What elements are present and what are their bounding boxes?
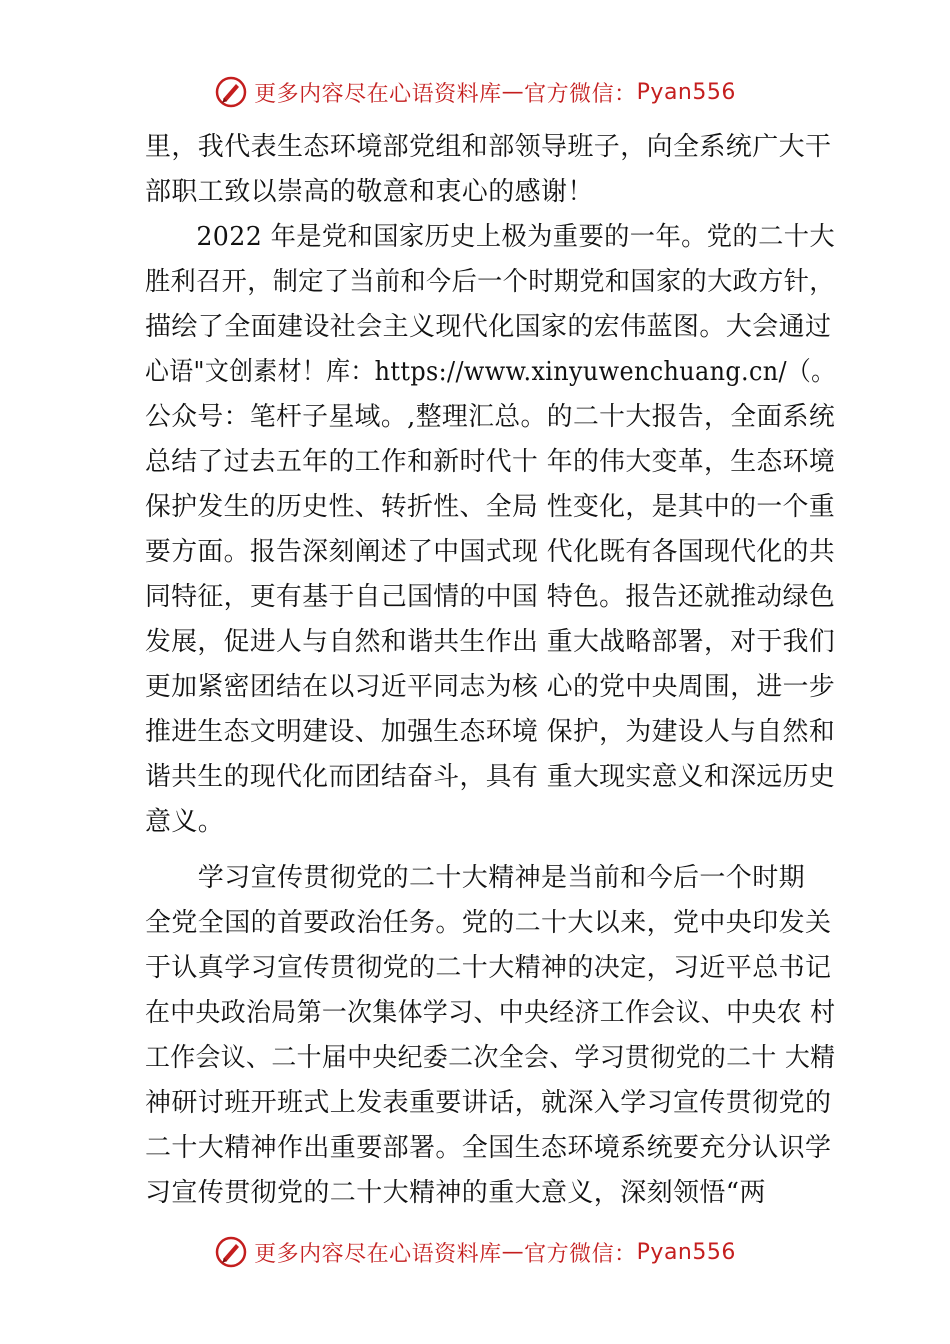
pen-logo-icon — [214, 75, 248, 109]
text-line: 部职工致以崇高的敬意和衷心的感谢！ — [145, 177, 594, 207]
text-line: 总结了过去五年的工作和新时代十 年的伟大变革，生态环境 — [145, 447, 836, 477]
header-watermark — [0, 72, 950, 112]
text-line: 推进生态文明建设、加强生态环境 保护，为建设人与自然和 — [145, 717, 836, 747]
watermark-site-text: 更多内容尽在心语资料库 — [254, 81, 502, 107]
watermark-separator: — — [501, 79, 525, 105]
text-line: 习宣传贯彻党的二十大精神的重大意义，深刻领悟“两 — [145, 1178, 766, 1208]
text-line: 里，我代表生态环境部党组和部领导班子，向全系统广大干 — [145, 132, 832, 162]
text-line: 胜利召开，制定了当前和今后一个时期党和国家的大政方针， — [145, 267, 835, 297]
text-line: 同特征，更有基于自己国情的中国 特色。报告还就推动绿色 — [145, 582, 836, 612]
text-line: 全党全国的首要政治任务。党的二十大以来，党中央印发关 — [145, 908, 832, 938]
text-line: 心语"文创素材！库：https://www.xinyuwenchuang.cn/（。 — [145, 357, 836, 387]
text-line: 意义。 — [145, 807, 225, 837]
text-line: 学习宣传贯彻党的二十大精神是当前和今后一个时期 — [145, 863, 806, 893]
watermark-wechat-label: 官方微信： — [524, 81, 637, 107]
text-line: 谐共生的现代化而团结奋斗，具有 重大现实意义和深远历史 — [145, 762, 836, 792]
document-body — [145, 125, 835, 1216]
text-line: 于认真学习宣传贯彻党的二十大精神的决定，习近平总书记 — [145, 953, 832, 983]
watermark-wechat-id: Pyan556 — [636, 1239, 736, 1265]
text-line: 发展，促进人与自然和谐共生作出 重大战略部署，对于我们 — [145, 627, 836, 657]
text-line: 2022 年是党和国家历史上极为重要的一年。党的二十大 — [145, 222, 836, 252]
text-line: 描绘了全面建设社会主义现代化国家的宏伟蓝图。大会通过 — [145, 312, 832, 342]
text-line: 二十大精神作出重要部署。全国生态环境系统要充分认识学 — [145, 1133, 832, 1163]
text-line: 公众号：笔杆子星域。,整理汇总。的二十大报告，全面系统 — [145, 402, 836, 432]
text-line: 要方面。报告深刻阐述了中国式现 代化既有各国现代化的共 — [145, 537, 836, 567]
text-line: 工作会议、二十届中央纪委二次全会、学习贯彻党的二十 大精 — [145, 1043, 836, 1073]
text-line: 神研讨班开班式上发表重要讲话，就深入学习宣传贯彻党的 — [145, 1088, 832, 1118]
paragraph-3 — [145, 856, 835, 1216]
paragraph-2 — [145, 215, 835, 845]
watermark-site-text: 更多内容尽在心语资料库 — [254, 1241, 502, 1267]
watermark-separator: — — [501, 1239, 525, 1265]
footer-watermark — [0, 1232, 950, 1272]
paragraph-1 — [145, 125, 835, 215]
watermark-wechat-label: 官方微信： — [524, 1241, 637, 1267]
text-line: 保护发生的历史性、转折性、全局 性变化，是其中的一个重 — [145, 492, 836, 522]
text-line: 在中央政治局第一次集体学习、中央经济工作会议、中央农 村 — [145, 998, 836, 1028]
text-line: 更加紧密团结在以习近平同志为核 心的党中央周围，进一步 — [145, 672, 836, 702]
pen-logo-icon — [214, 1235, 248, 1269]
paragraph-gap — [145, 845, 835, 856]
watermark-wechat-id: Pyan556 — [636, 79, 736, 105]
